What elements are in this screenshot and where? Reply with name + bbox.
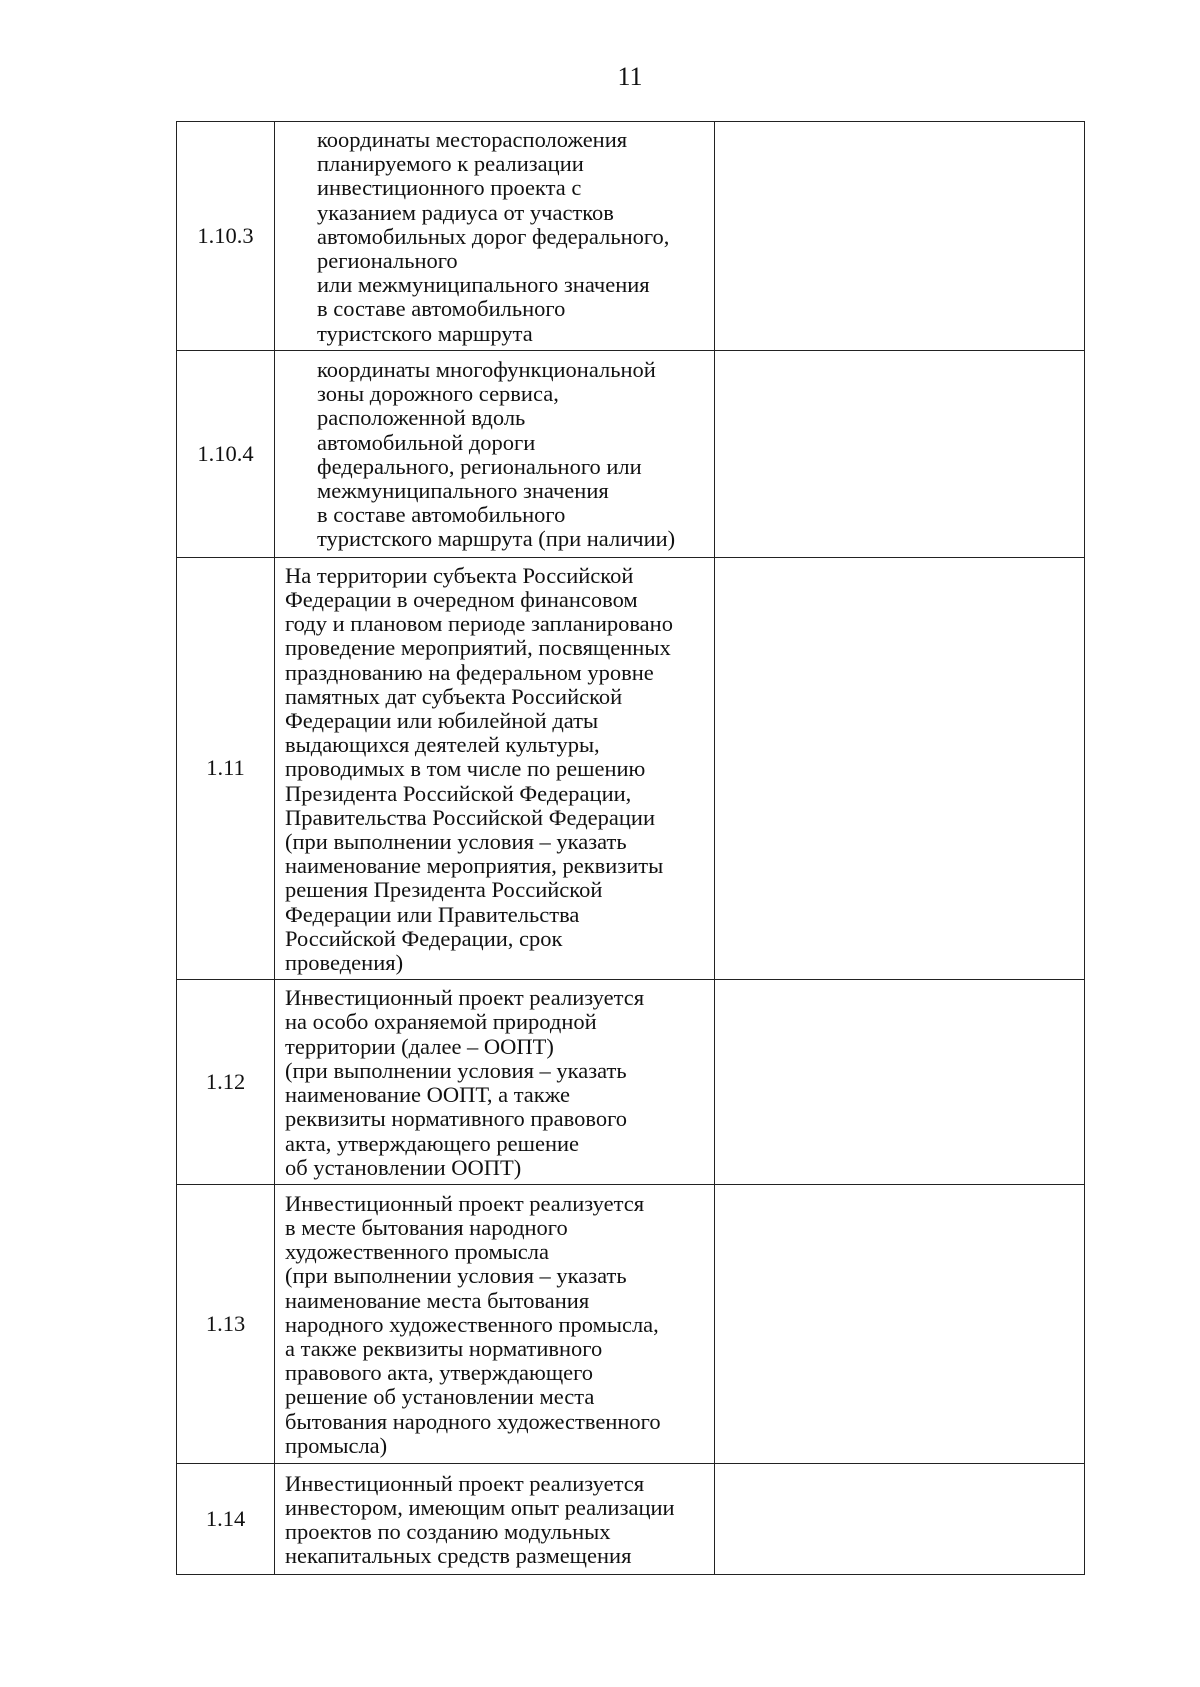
item-value-cell [715, 122, 1085, 351]
item-value-cell [715, 1463, 1085, 1574]
description-line: межмуниципального значения [317, 478, 609, 504]
item-description [275, 1184, 715, 1463]
item-number: 1.14 [177, 1463, 275, 1574]
item-value-cell [715, 557, 1085, 979]
description-line: а также реквизиты нормативного [285, 1336, 603, 1361]
item-description [275, 1463, 715, 1574]
item-value-cell [715, 1184, 1085, 1463]
criteria-table [176, 121, 1085, 1575]
description-line: инвестиционного проекта с [317, 175, 582, 201]
description-line: Федерации в очередном финансовом [285, 587, 638, 613]
item-description [275, 557, 715, 979]
description-line: наименование ООПТ, а также [285, 1082, 570, 1108]
description-line: году и плановом периоде запланировано [285, 611, 673, 637]
description-line: наименование мероприятия, реквизиты [285, 853, 664, 879]
description-line: координаты месторасположения [317, 127, 628, 152]
description-line: наименование места бытования [285, 1287, 590, 1313]
description-line: федерального, регионального или [317, 453, 642, 479]
description-line: народного художественного промысла, [285, 1311, 659, 1337]
item-description [275, 122, 715, 351]
item-description [275, 350, 715, 557]
description-line: проведение мероприятий, посвященных [285, 635, 671, 661]
table-row [177, 350, 1085, 557]
description-line: промысла) [285, 1432, 388, 1458]
description-line: Президента Российской Федерации, [285, 780, 632, 806]
description-line: Российской Федерации, срок [285, 925, 563, 951]
description-line: или межмуниципального значения [317, 272, 650, 298]
description-line: правового акта, утверждающего [285, 1360, 594, 1386]
item-description [275, 980, 715, 1185]
description-line: территории (далее – ООПТ) [285, 1033, 554, 1059]
description-line: Инвестиционный проект реализуется [285, 1470, 645, 1496]
description-line: Инвестиционный проект реализуется [285, 1190, 645, 1216]
description-line: проведения) [285, 950, 404, 976]
page-number: 11 [617, 62, 643, 91]
item-number: 1.13 [177, 1184, 275, 1463]
description-line: Федерации или Правительства [285, 901, 580, 927]
description-line: На территории субъекта Российской [285, 562, 634, 588]
description-line: туристского маршрута (при наличии) [317, 526, 676, 552]
description-line: выдающихся деятелей культуры, [285, 732, 600, 758]
description-line: проводимых в том числе по решению [285, 756, 646, 782]
item-number: 1.10.4 [177, 350, 275, 557]
description-line: решение об установлении места [285, 1384, 595, 1410]
description-line: акта, утверждающего решение [285, 1130, 580, 1156]
description-line: памятных дат субъекта Российской [285, 683, 623, 709]
description-line: инвестором, имеющим опыт реализации [285, 1494, 675, 1520]
description-line: координаты многофункциональной [317, 357, 656, 383]
description-line: (при выполнении условия – указать [285, 1263, 627, 1289]
description-line: в составе автомобильного [317, 296, 566, 322]
table-row [177, 980, 1085, 1185]
description-line: проектов по созданию модульных [285, 1518, 611, 1544]
description-line: некапитальных средств размещения [285, 1543, 632, 1569]
description-line: об установлении ООПТ) [285, 1154, 522, 1180]
item-number: 1.12 [177, 980, 275, 1185]
description-line: решения Президента Российской [285, 877, 603, 903]
description-line: реквизиты нормативного правового [285, 1106, 627, 1132]
table-row [177, 1463, 1085, 1574]
description-line: регионального [317, 248, 458, 274]
description-line: зоны дорожного сервиса, [317, 381, 559, 407]
description-line: Инвестиционный проект реализуется [285, 985, 645, 1011]
description-line: расположенной вдоль [317, 405, 526, 431]
description-line: празднованию на федеральном уровне [285, 659, 654, 685]
description-line: художественного промысла [285, 1239, 550, 1265]
description-line: автомобильных дорог федерального, [317, 223, 670, 249]
item-number: 1.10.3 [177, 122, 275, 351]
description-line: (при выполнении условия – указать [285, 829, 627, 855]
table-row [177, 1184, 1085, 1463]
description-line: бытования народного художественного [285, 1408, 661, 1434]
description-line: в составе автомобильного [317, 502, 566, 528]
description-line: планируемого к реализации [317, 151, 584, 177]
description-line: указанием радиуса от участков [317, 199, 614, 225]
item-number: 1.11 [177, 557, 275, 979]
description-line: туристского маршрута [317, 320, 533, 346]
description-line: на особо охраняемой природной [285, 1009, 597, 1035]
description-line: в месте бытования народного [285, 1214, 568, 1240]
item-value-cell [715, 980, 1085, 1185]
item-value-cell [715, 350, 1085, 557]
table-row [177, 122, 1085, 351]
description-line: Правительства Российской Федерации [285, 804, 655, 830]
description-line: Федерации или юбилейной даты [285, 708, 599, 734]
table-row [177, 557, 1085, 979]
description-line: автомобильной дороги [317, 429, 536, 455]
description-line: (при выполнении условия – указать [285, 1057, 627, 1083]
